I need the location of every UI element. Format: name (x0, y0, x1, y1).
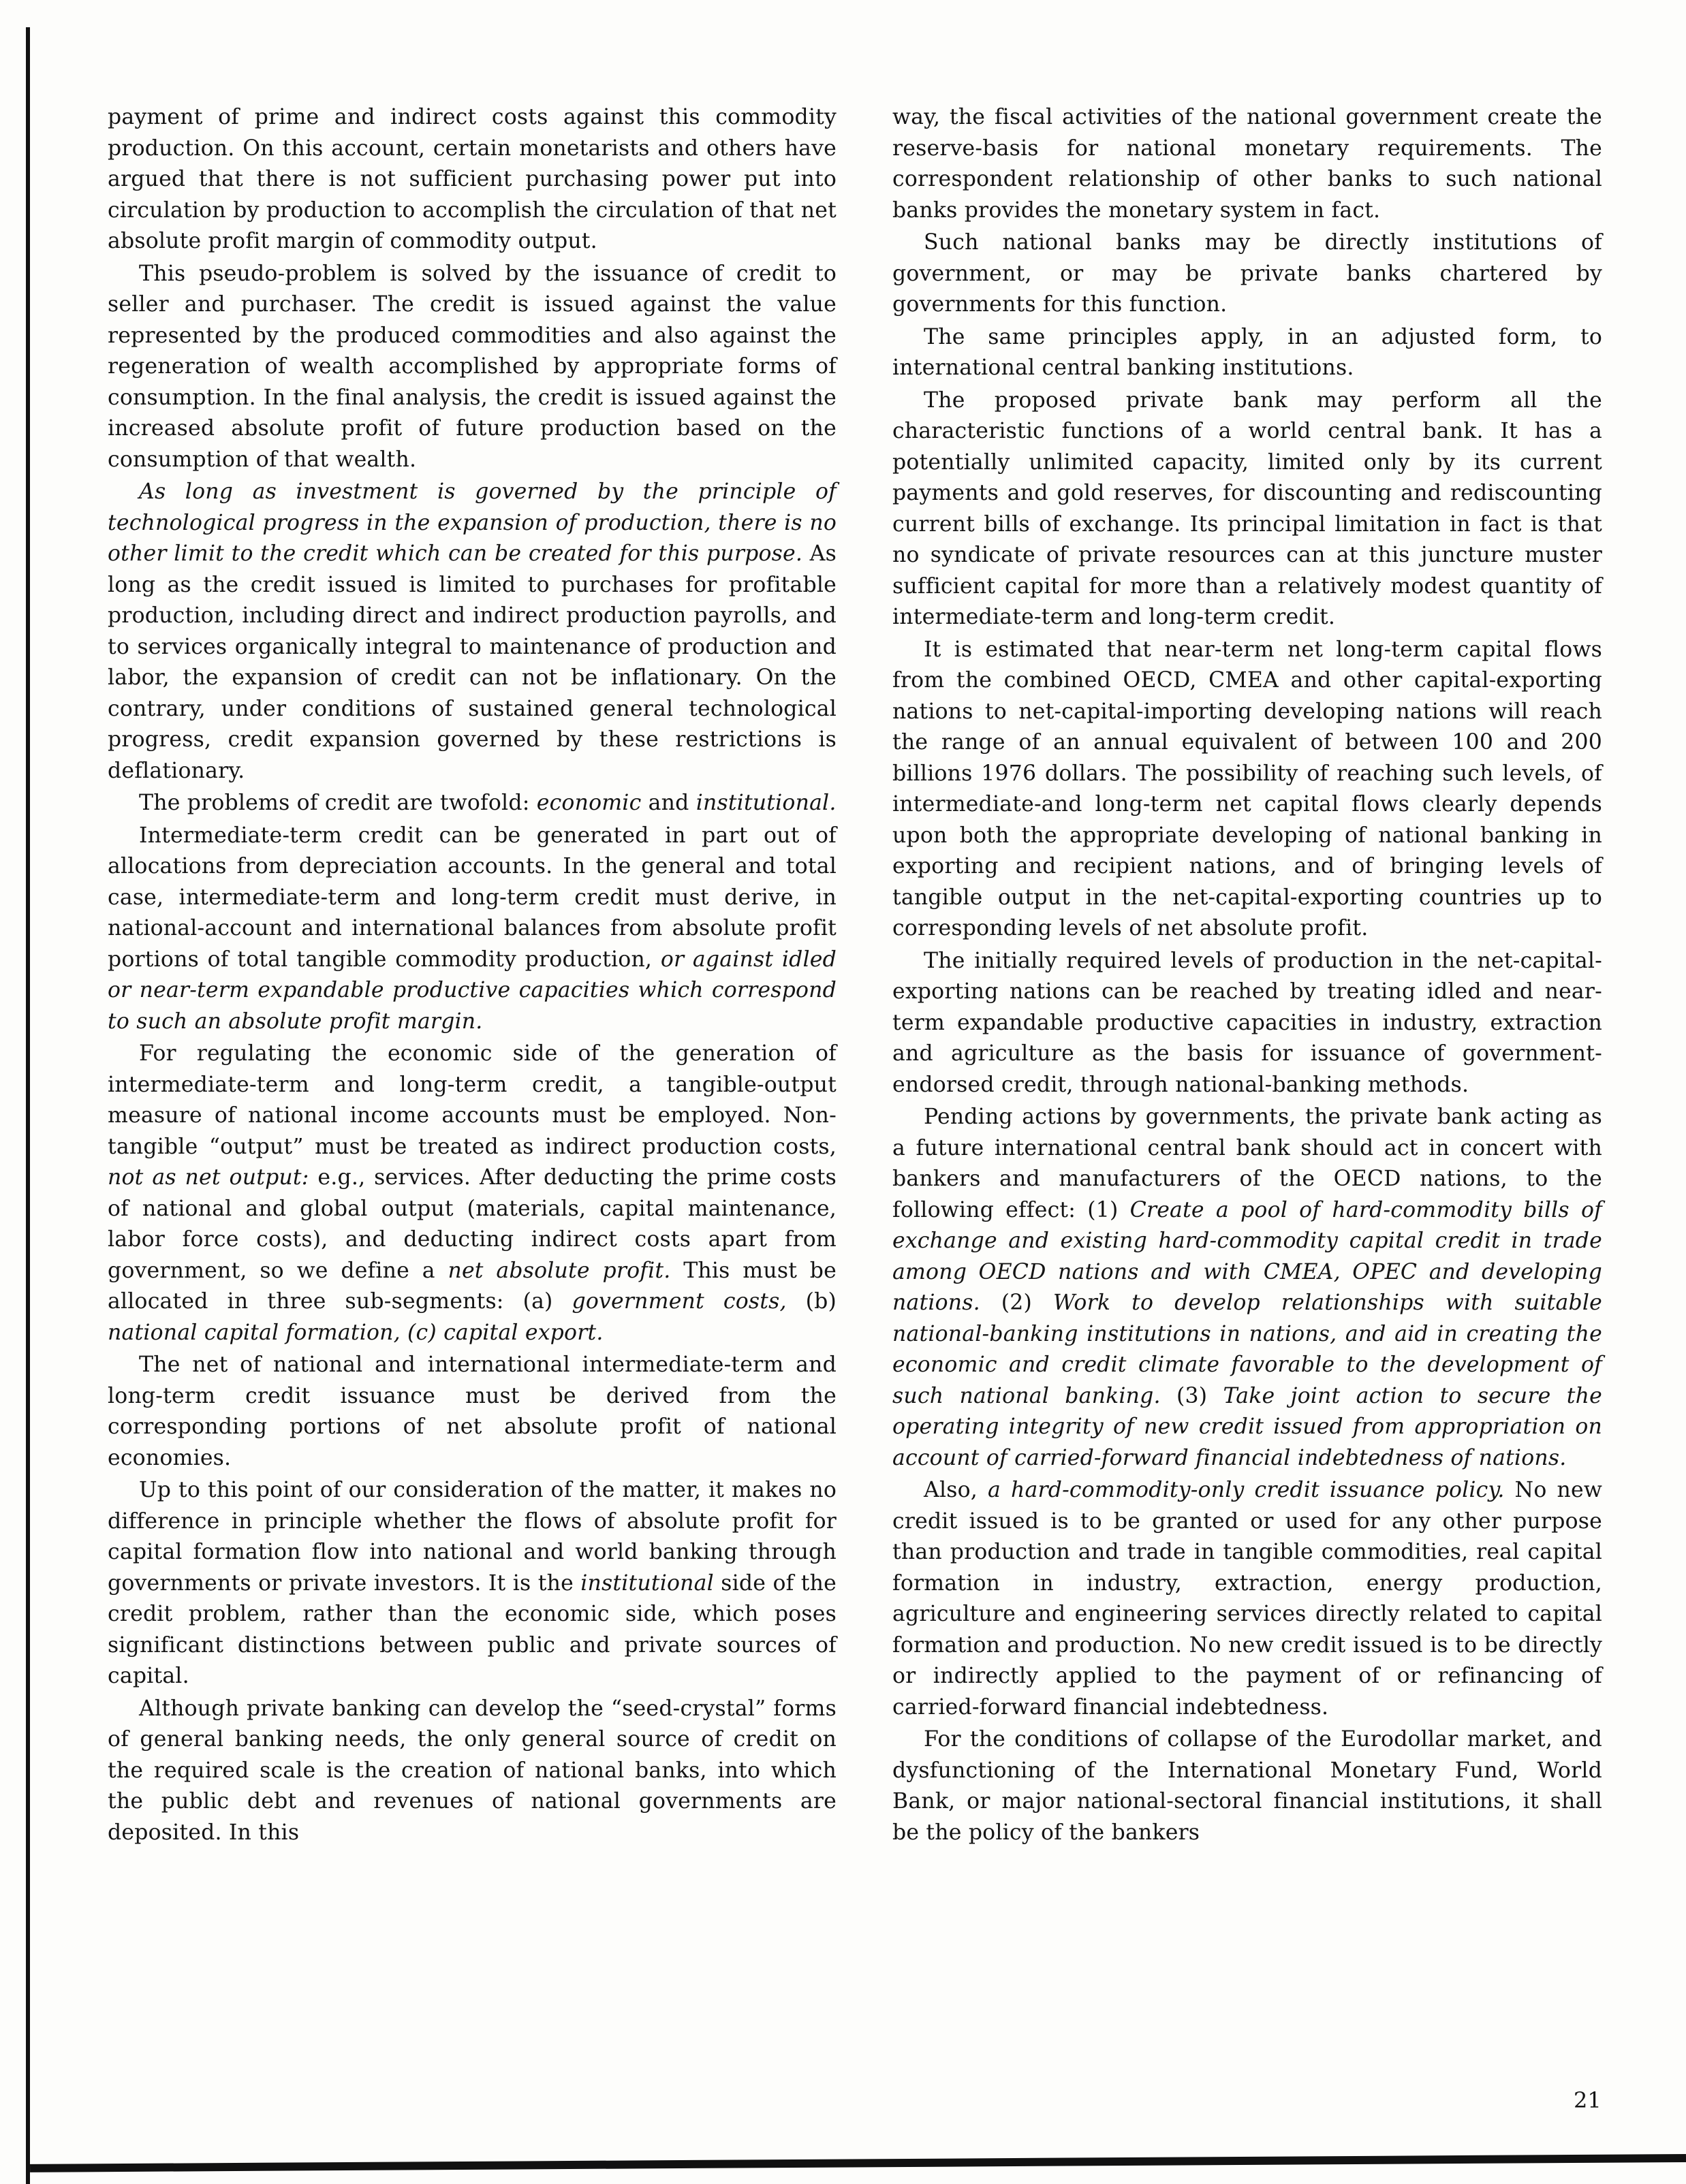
text-run: Although private banking can develop the “seed-crystal” forms of general banking needs, the only general source of credit on the required scale is the creation of national banks, into which the public debt and revenues of national governments are deposited. In this (108, 1696, 837, 1845)
text-run: The proposed private bank may perform all the characteristic functions of a world central bank. It has a potentially unlimited capacity, limited only by its current payments and gold reserves, for discounting and rediscounting current bills of exchange. Its principal limitation in fact is that no syndicate of private resources can at this juncture muster sufficient capital for more than a relatively modest quantity of intermediate-term and long-term credit. (892, 387, 1602, 629)
paragraph (892, 1475, 1602, 1723)
scan-edge-bottom (30, 2154, 1686, 2172)
text-run: e.g., services. After deducting the prime costs of national and global output (materials, capital maintenance, labor force costs), and deducting indirect costs apart from government, so we define a (108, 1165, 837, 1283)
text-run: way, the fiscal activities of the national government create the reserve-basis for national monetary requirements. The correspondent relationship of other banks to such national banks provides the monetary system in fact. (892, 105, 1602, 223)
text-run: Such national banks may be directly institutions of government, or may be private banks chartered by governments for this function. (892, 230, 1602, 317)
italic-text: economic (536, 791, 642, 815)
paragraph (108, 102, 837, 257)
italic-text: Take joint action to secure the operating integrity of new credit issued from appropriation on account of carried-forward financial indebtedness of nations. (892, 1383, 1602, 1470)
scan-edge-left (26, 27, 30, 2184)
text-run: (3) (1160, 1383, 1223, 1408)
right-text-column (892, 102, 1602, 1848)
text-run: Also, (924, 1478, 988, 1502)
text-run: payment of prime and indirect costs against this commodity production. On this account, certain monetarists and others have argued that there is not sufficient purchasing power put into circulation by production to accomplish the circulation of that net absolute profit margin of commodity output. (108, 105, 837, 253)
paragraph (108, 821, 837, 1038)
text-run: It is estimated that near-term net long-term capital flows from the combined OECD, CMEA and other capital-exporting nations to net-capital-importing developing nations will reach the range of an annual equivalent of between 100 and 200 billions 1976 dollars. The possibility of reaching such levels, of intermediate-and long-term net capital flows clearly depends upon both the appropriate developing of national banking in exporting and recipient nations, and of bringing levels of tangible output in the net-capital-exporting countries up to corresponding levels of net absolute profit. (892, 637, 1602, 940)
paragraph (892, 635, 1602, 945)
italic-text: institutional (580, 1570, 714, 1596)
italic-text: net absolute profit. (448, 1258, 671, 1283)
text-run: (b) (786, 1289, 837, 1314)
paragraph (892, 1102, 1602, 1474)
paragraph (108, 1350, 837, 1474)
paragraph (892, 1724, 1602, 1848)
text-run: The net of national and international intermediate-term and long-term credit issuance must be derived from the corresponding portions of net absolute profit of national economies. (108, 1352, 837, 1470)
text-run: Up to this point of our consideration of the matter, it makes no difference in principle whether the flows of absolute profit for capital formation flow into national and world banking through governments or private investors. It is the (108, 1478, 837, 1596)
italic-text: or against idled or near-term expandable productive capacities which correspond to such an absolute profit margin. (108, 947, 837, 1034)
italic-text: As long as investment is governed by the principle of technological progress in the expansion of production, there is no other limit to the credit which can be created for this purpose. (108, 479, 837, 566)
paragraph (108, 477, 837, 787)
paragraph (108, 259, 837, 476)
paragraph (108, 1694, 837, 1849)
paragraph (892, 322, 1602, 384)
italic-text: a hard-commodity-only credit issuance policy. (987, 1478, 1505, 1502)
text-run: Pending actions by governments, the private bank acting as a future international central bank should act in concert with bankers and manufacturers of the OECD nations, to the following effect: (1) (892, 1105, 1602, 1222)
italic-text: national capital formation, (c) capital export. (108, 1320, 604, 1345)
text-run: This must be allocated in three sub-segments: (a) (108, 1258, 837, 1314)
paragraph (892, 946, 1602, 1101)
text-run: The initially required levels of production in the net-capital-exporting nations can be reached by treating idled and near-term expandable productive capacities in industry, extraction and agriculture as the basis for issuance of government-endorsed credit, through national-banking methods. (892, 948, 1602, 1097)
italic-text: institutional. (696, 791, 837, 815)
text-run: The same principles apply, in an adjusted form, to international central banking institutions. (892, 324, 1602, 380)
italic-text: Work to develop relationships with suitable national-banking institutions in nations, and aid in creating the economic and credit climate favorable to the development of such national banking. (892, 1291, 1602, 1408)
page-number: 21 (1574, 2087, 1602, 2113)
italic-text: not as net output: (108, 1165, 309, 1190)
text-run: (2) (980, 1291, 1053, 1315)
paragraph (108, 1039, 837, 1348)
paragraph (892, 102, 1602, 226)
left-text-column (108, 102, 837, 1848)
paragraph (892, 227, 1602, 321)
text-run: Intermediate-term credit can be generated in part out of allocations from depreciation accounts. In the general and total case, intermediate-term and long-term credit must derive, in national-account and international balances from absolute profit portions of total tangible commodity production, (108, 823, 837, 972)
paragraph (108, 788, 837, 819)
paragraph (108, 1475, 837, 1692)
italic-text: Create a pool of hard-commodity bills of exchange and existing hard-commodity capital credit in trade among OECD nations and with CMEA, OPEC and developing nations. (892, 1197, 1602, 1315)
paragraph (892, 385, 1602, 633)
text-run: side of the credit problem, rather than the economic side, which poses significant distinctions between public and private sources of capital. (108, 1570, 837, 1688)
text-run: As long as the credit issued is limited to purchases for profitable production, including direct and indirect production payrolls, and to services organically integral to maintenance of production and labor, the expansion of credit can not be inflationary. On the contrary, under conditions of sustained general technological progress, credit expansion governed by these restrictions is deflationary. (108, 541, 837, 783)
text-run: For regulating the economic side of the generation of intermediate-term and long-term credit, a tangible-output measure of national income accounts must be employed. Non-tangible “output” must be treated as indirect production costs, (108, 1041, 837, 1159)
text-run: This pseudo-problem is solved by the issuance of credit to seller and purchaser. The credit is issued against the value represented by the produced commodities and also against the regeneration of wealth accomplished by appropriate forms of consumption. In the final analysis, the credit is issued against the increased absolute profit of future production based on the consumption of that wealth. (108, 261, 837, 472)
text-run: For the conditions of collapse of the Eurodollar market, and dysfunctioning of the International Monetary Fund, World Bank, or major national-sectoral financial institutions, it shall be the policy of the bankers (892, 1727, 1602, 1845)
text-run: No new credit issued is to be granted or used for any other purpose than production and trade in tangible commodities, real capital formation in industry, extraction, energy production, agriculture and engineering services directly related to capital formation and production. No new credit issued is to be directly or indirectly applied to the payment of or refinancing of carried-forward financial indebtedness. (892, 1478, 1602, 1720)
text-run: and (641, 791, 696, 815)
italic-text: government costs, (572, 1289, 787, 1314)
text-run: The problems of credit are twofold: (139, 791, 537, 815)
